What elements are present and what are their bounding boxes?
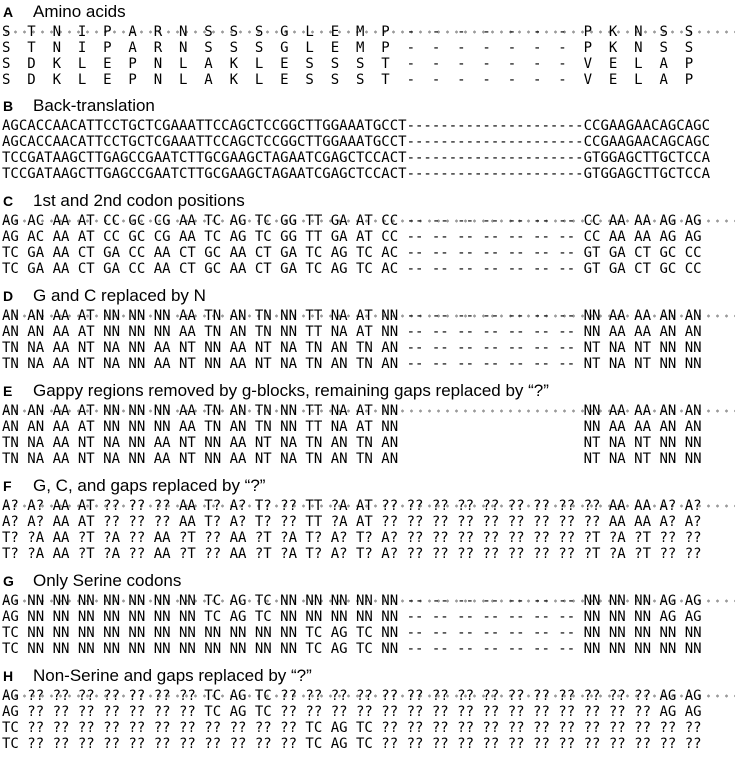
panel-letter: E — [3, 383, 13, 399]
panel-letter: H — [3, 668, 14, 684]
panel-title: 1st and 2nd codon positions — [33, 191, 245, 210]
panel-header — [2, 284, 735, 308]
sequence-row: AG NN NN NN NN NN NN NN TC AG TC NN NN NN NN NN -- -- -- -- -- -- -- NN NN NN AG AG — [2, 609, 702, 625]
sequence-alignment — [2, 308, 735, 372]
sequence-alignment — [2, 118, 735, 182]
panel-d — [2, 284, 735, 372]
sequence-row: TN NA AA NT NA NN AA NT NN AA NT NA TN AN TN AN NT NA NT NN NN — [2, 435, 702, 451]
panel-e — [2, 379, 735, 467]
sequence-row: AG AC AA AT CC GC CG AA TC AG TC GG TT GA AT CC -- -- -- -- -- -- -- CC AA AA AG AG — [2, 213, 735, 229]
sequence-row: S D K L E P N L A K L E S S S T - - - - - - - V E L A P — [2, 56, 694, 72]
panel-title: Amino acids — [33, 2, 126, 21]
sequence-alignment — [2, 403, 735, 467]
panel-letter: C — [3, 193, 14, 209]
sequence-row: TC NN NN NN NN NN NN NN NN NN NN NN TC AG TC NN -- -- -- -- -- -- -- NN NN NN NN NN — [2, 641, 702, 657]
sequence-row: T? ?A AA ?T ?A ?? AA ?T ?? AA ?T ?A T? A? T? A? ?? ?? ?? ?? ?? ?? ?? ?T ?A ?T ?? ?? — [2, 530, 702, 546]
panel-header — [2, 189, 735, 213]
panel-header — [2, 0, 735, 24]
panel-h — [2, 664, 735, 752]
panel-title: Only Serine codons — [33, 571, 182, 590]
panel-f — [2, 474, 735, 562]
sequence-row: AG NN NN NN NN NN NN NN TC AG TC NN NN NN NN NN -- -- -- -- -- -- -- NN NN NN AG AG — [2, 593, 735, 609]
panel-title: Back-translation — [33, 96, 155, 115]
sequence-row: TN NA AA NT NA NN AA NT NN AA NT NA TN AN TN AN -- -- -- -- -- -- -- NT NA NT NN NN — [2, 340, 702, 356]
sequence-row: A? A? AA AT ?? ?? ?? AA T? A? T? ?? TT ?A AT ?? ?? ?? ?? ?? ?? ?? ?? ?? AA AA A? A? — [2, 498, 735, 514]
panel-letter: G — [3, 573, 14, 589]
sequence-row: TCCGATAAGCTTGAGCCGAATCTTGCGAAGCTAGAATCGAGCTCCACT---------------------GTGGAGCTTGCTCCA — [2, 166, 711, 182]
sequence-alignment — [2, 593, 735, 657]
panel-title: Gappy regions removed by g-blocks, remaining gaps replaced by “?” — [33, 381, 549, 400]
sequence-row: TC GA AA CT GA CC AA CT GC AA CT GA TC AG TC AC -- -- -- -- -- -- -- GT GA CT GC CC — [2, 245, 702, 261]
panel-letter: F — [3, 478, 12, 494]
panel-c — [2, 189, 735, 277]
sequence-row: AGCACCAACATTCCTGCTCGAAATTCCAGCTCCGGCTTGGAAATGCCT---------------------CCGAAGAACAGCAGC — [2, 134, 711, 150]
panel-header — [2, 569, 735, 593]
sequence-row: TC ?? ?? ?? ?? ?? ?? ?? ?? ?? ?? ?? TC AG TC ?? ?? ?? ?? ?? ?? ?? ?? ?? ?? ?? ?? ?? — [2, 720, 702, 736]
sequence-row: TCCGATAAGCTTGAGCCGAATCTTGCGAAGCTAGAATCGAGCTCCACT---------------------GTGGAGCTTGCTCCA — [2, 150, 711, 166]
panel-letter: B — [3, 98, 14, 114]
sequence-row: AGCACCAACATTCCTGCTCGAAATTCCAGCTCCGGCTTGGAAATGCCT---------------------CCGAAGAACAGCAGC — [2, 118, 711, 134]
sequence-row: TC GA AA CT GA CC AA CT GC AA CT GA TC AG TC AC -- -- -- -- -- -- -- GT GA CT GC CC — [2, 261, 702, 277]
panel-b — [2, 94, 735, 182]
panel-letter: D — [3, 288, 14, 304]
sequence-row: AN AN AA AT NN NN NN AA TN AN TN NN TT NA AT NN NN AA AA AN AN — [2, 419, 702, 435]
sequence-row: AG ?? ?? ?? ?? ?? ?? ?? TC AG TC ?? ?? ?? ?? ?? ?? ?? ?? ?? ?? ?? ?? ?? ?? ?? AG AG — [2, 688, 735, 704]
sequence-row: T? ?A AA ?T ?A ?? AA ?T ?? AA ?T ?A T? A? T? A? ?? ?? ?? ?? ?? ?? ?? ?T ?A ?T ?? ?? — [2, 546, 702, 562]
sequence-row: AN AN AA AT NN NN NN AA TN AN TN NN TT NA AT NN NN AA AA AN AN — [2, 403, 735, 419]
panel-a — [2, 0, 735, 88]
panel-header — [2, 94, 735, 118]
sequence-alignment — [2, 688, 735, 752]
sequence-row: AN AN AA AT NN NN NN AA TN AN TN NN TT NA AT NN -- -- -- -- -- -- -- NN AA AA AN AN — [2, 324, 702, 340]
sequence-row: TN NA AA NT NA NN AA NT NN AA NT NA TN AN TN AN -- -- -- -- -- -- -- NT NA NT NN NN — [2, 356, 702, 372]
sequence-row: TC NN NN NN NN NN NN NN NN NN NN NN TC AG TC NN -- -- -- -- -- -- -- NN NN NN NN NN — [2, 625, 702, 641]
sequence-row: A? A? AA AT ?? ?? ?? AA T? A? T? ?? TT ?A AT ?? ?? ?? ?? ?? ?? ?? ?? ?? AA AA A? A? — [2, 514, 702, 530]
sequence-alignment — [2, 24, 735, 88]
panel-letter: A — [3, 4, 14, 20]
panel-header — [2, 474, 735, 498]
sequence-alignment — [2, 498, 735, 562]
sequence-row: S T N I P A R N S S S G L E M P - - - - - - - P K N S S — [2, 40, 694, 56]
sequence-row: TC ?? ?? ?? ?? ?? ?? ?? ?? ?? ?? ?? TC AG TC ?? ?? ?? ?? ?? ?? ?? ?? ?? ?? ?? ?? ?? — [2, 736, 702, 752]
sequence-row: S D K L E P N L A K L E S S S T - - - - - - - V E L A P — [2, 72, 694, 88]
panel-title: G and C replaced by N — [33, 286, 206, 305]
panel-title: G, C, and gaps replaced by “?” — [33, 476, 266, 495]
panel-g — [2, 569, 735, 657]
panel-title: Non-Serine and gaps replaced by “?” — [33, 666, 312, 685]
sequence-row: AN AN AA AT NN NN NN AA TN AN TN NN TT NA AT NN -- -- -- -- -- -- -- NN AA AA AN AN — [2, 308, 735, 324]
sequence-alignment — [2, 213, 735, 277]
sequence-row: AG ?? ?? ?? ?? ?? ?? ?? TC AG TC ?? ?? ?? ?? ?? ?? ?? ?? ?? ?? ?? ?? ?? ?? ?? AG AG — [2, 704, 702, 720]
sequence-row: S T N I P A R N S S S G L E M P - - - - - - - P K N S S — [2, 24, 735, 40]
sequence-row: AG AC AA AT CC GC CG AA TC AG TC GG TT GA AT CC -- -- -- -- -- -- -- CC AA AA AG AG — [2, 229, 702, 245]
panel-header — [2, 379, 735, 403]
sequence-row: TN NA AA NT NA NN AA NT NN AA NT NA TN AN TN AN NT NA NT NN NN — [2, 451, 702, 467]
panel-header — [2, 664, 735, 688]
